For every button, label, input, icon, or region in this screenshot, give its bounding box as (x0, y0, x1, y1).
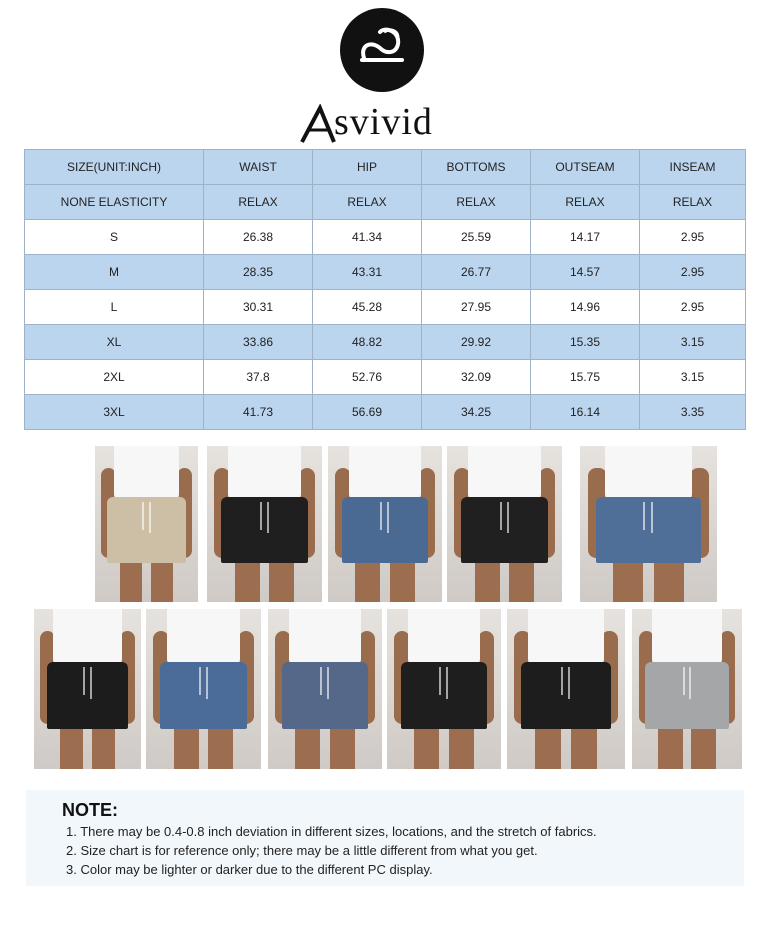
product-photo (632, 609, 742, 769)
table-cell: 37.8 (204, 360, 313, 395)
table-row (25, 360, 746, 395)
note-line: 1. There may be 0.4-0.8 inch deviation in different sizes, locations, and the stretch of fabrics. (66, 824, 597, 839)
table-cell: 45.28 (313, 290, 422, 325)
brand-name: svivid (334, 101, 433, 143)
header-cell: SIZE(UNIT:INCH) (25, 150, 204, 185)
subheader-cell: NONE ELASTICITY (25, 185, 204, 220)
table-cell: 29.92 (422, 325, 531, 360)
note-line: 3. Color may be lighter or darker due to the different PC display. (66, 862, 433, 877)
product-photo (207, 446, 322, 602)
table-cell: 33.86 (204, 325, 313, 360)
table-cell: 14.57 (531, 255, 640, 290)
brand-logo (340, 8, 424, 92)
subheader-cell: RELAX (531, 185, 640, 220)
table-subheader-row (25, 185, 746, 220)
table-cell: 32.09 (422, 360, 531, 395)
product-photo (34, 609, 141, 769)
table-cell: 26.77 (422, 255, 531, 290)
header-cell: HIP (313, 150, 422, 185)
note-box (26, 790, 744, 886)
table-cell: 41.34 (313, 220, 422, 255)
table-header-row (25, 150, 746, 185)
table-cell: 27.95 (422, 290, 531, 325)
table-cell: L (25, 290, 204, 325)
table-cell: 41.73 (204, 395, 313, 430)
subheader-cell: RELAX (422, 185, 531, 220)
table-cell: 48.82 (313, 325, 422, 360)
table-cell: 2.95 (640, 290, 746, 325)
table-cell: 3XL (25, 395, 204, 430)
header-cell: WAIST (204, 150, 313, 185)
table-cell: 14.96 (531, 290, 640, 325)
table-cell: 2XL (25, 360, 204, 395)
table-cell: M (25, 255, 204, 290)
product-photo (95, 446, 198, 602)
table-cell: 2.95 (640, 220, 746, 255)
table-cell: 56.69 (313, 395, 422, 430)
table-row (25, 395, 746, 430)
product-photo (268, 609, 382, 769)
table-cell: S (25, 220, 204, 255)
product-photo (146, 609, 261, 769)
table-row (25, 220, 746, 255)
header-cell: OUTSEAM (531, 150, 640, 185)
subheader-cell: RELAX (313, 185, 422, 220)
subheader-cell: RELAX (204, 185, 313, 220)
header-cell: BOTTOMS (422, 150, 531, 185)
header-cell: INSEAM (640, 150, 746, 185)
note-line: 2. Size chart is for reference only; there may be a little different from what you get. (66, 843, 538, 858)
table-cell: 28.35 (204, 255, 313, 290)
table-cell: XL (25, 325, 204, 360)
brand-a-mark-icon (300, 104, 336, 144)
brand-wordmark (300, 101, 470, 146)
table-cell: 34.25 (422, 395, 531, 430)
subheader-cell: RELAX (640, 185, 746, 220)
table-cell: 3.15 (640, 360, 746, 395)
table-row (25, 325, 746, 360)
product-photo (387, 609, 501, 769)
note-title: NOTE: (62, 800, 118, 820)
table-row (25, 255, 746, 290)
swan-hanger-icon (340, 8, 424, 92)
product-photo (580, 446, 717, 602)
table-cell: 3.15 (640, 325, 746, 360)
table-cell: 2.95 (640, 255, 746, 290)
table-cell: 15.35 (531, 325, 640, 360)
product-photo (328, 446, 442, 602)
table-row (25, 290, 746, 325)
table-cell: 14.17 (531, 220, 640, 255)
table-cell: 3.35 (640, 395, 746, 430)
product-photo (447, 446, 562, 602)
table-cell: 15.75 (531, 360, 640, 395)
product-photo (507, 609, 625, 769)
table-cell: 25.59 (422, 220, 531, 255)
table-cell: 30.31 (204, 290, 313, 325)
table-cell: 52.76 (313, 360, 422, 395)
table-cell: 16.14 (531, 395, 640, 430)
size-chart-table (24, 149, 746, 430)
table-cell: 26.38 (204, 220, 313, 255)
table-cell: 43.31 (313, 255, 422, 290)
